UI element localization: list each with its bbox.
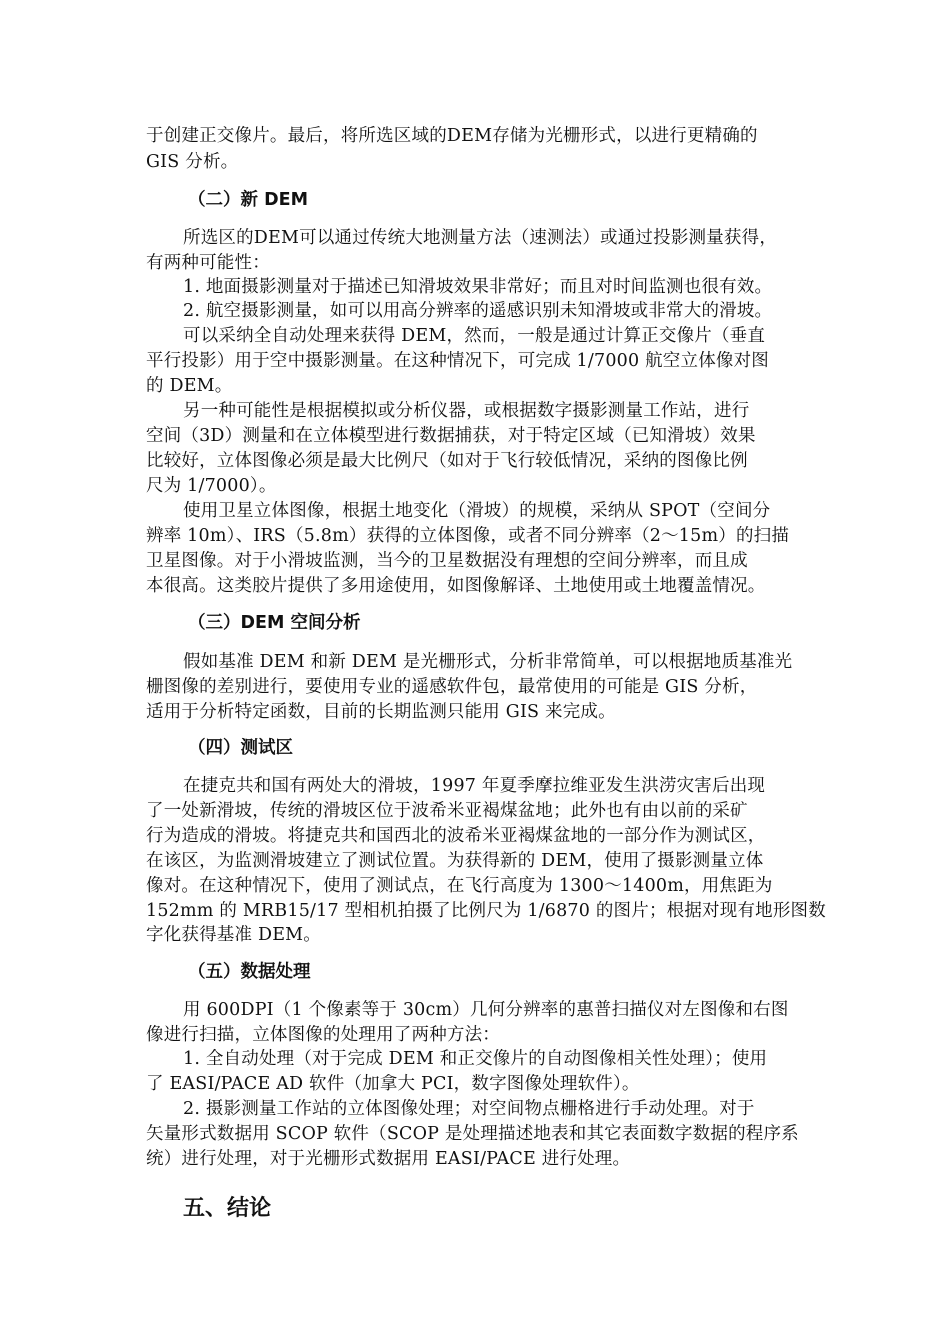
chapter-heading-conclusion: 五、结论 <box>183 1195 272 1221</box>
paragraph-line: 卫星图像。对于小滑坡监测，当今的卫星数据没有理想的空间分辨率，而且成 <box>146 551 748 571</box>
paragraph-line: 在捷克共和国有两处大的滑坡，1997 年夏季摩拉维亚发生洪涝灾害后出现 <box>183 776 766 796</box>
paragraph-line: 字化获得基准 DEM。 <box>146 925 321 945</box>
paragraph-line: 用 600DPI（1 个像素等于 30cm）几何分辨率的惠普扫描仪对左图像和右图 <box>183 1000 789 1020</box>
paragraph-line: 像对。在这种情况下，使用了测试点，在飞行高度为 1300～1400m，用焦距为 <box>146 876 773 896</box>
paragraph-line: 在该区，为监测滑坡建立了测试位置。为获得新的 DEM，使用了摄影测量立体 <box>146 851 764 871</box>
section-heading-test-area: （四）测试区 <box>188 738 293 758</box>
paragraph-line: 了 EASI/PACE AD 软件（加拿大 PCI，数字图像处理软件）。 <box>146 1074 640 1094</box>
list-item: 1. 全自动处理（对于完成 DEM 和正交像片的自动图像相关性处理）；使用 <box>183 1049 768 1069</box>
paragraph-line: 矢量形式数据用 SCOP 软件（SCOP 是处理描述地表和其它表面数字数据的程序系 <box>146 1124 799 1144</box>
section-heading-data-processing: （五）数据处理 <box>188 962 311 982</box>
paragraph-line: 比较好，立体图像必须是最大比例尺（如对于飞行较低情况，采纳的图像比例 <box>146 451 748 471</box>
paragraph-line: 可以采纳全自动处理来获得 DEM，然而，一般是通过计算正交像片（垂直 <box>183 326 766 346</box>
paragraph-line: GIS 分析。 <box>146 152 239 172</box>
paragraph-line: 152mm 的 MRB15/17 型相机拍摄了比例尺为 1/6870 的图片；根据对现有地形图数 <box>146 901 826 921</box>
paragraph-line: 的 DEM。 <box>146 376 233 396</box>
paragraph-line: 尺为 1/7000）。 <box>146 476 277 496</box>
paragraph-line: 了一处新滑坡，传统的滑坡区位于波希米亚褐煤盆地；此外也有由以前的采矿 <box>146 801 748 821</box>
paragraph-line: 本很高。这类胶片提供了多用途使用，如图像解译、土地使用或土地覆盖情况。 <box>146 576 766 596</box>
paragraph-line: 假如基准 DEM 和新 DEM 是光栅形式，分析非常简单，可以根据地质基准光 <box>183 652 793 672</box>
paragraph-line: 另一种可能性是根据模拟或分析仪器，或根据数字摄影测量工作站，进行 <box>183 401 750 421</box>
paragraph-line: 空间（3D）测量和在立体模型进行数据捕获，对于特定区域（已知滑坡）效果 <box>146 426 756 446</box>
list-item: 2. 摄影测量工作站的立体图像处理；对空间物点栅格进行手动处理。对于 <box>183 1099 755 1119</box>
paragraph-line: 辨率 10m）、IRS（5.8m）获得的立体图像，或者不同分辨率（2～15m）的扫描 <box>146 526 790 546</box>
section-heading-new-dem: （二）新 DEM <box>188 190 308 210</box>
section-heading-dem-spatial-analysis: （三）DEM 空间分析 <box>188 613 361 633</box>
paragraph-line: 栅图像的差别进行，要使用专业的遥感软件包，最常使用的可能是 GIS 分析， <box>146 677 758 697</box>
paragraph-line: 于创建正交像片。最后，将所选区域的DEM存储为光栅形式，以进行更精确的 <box>146 126 758 146</box>
list-item: 1. 地面摄影测量对于描述已知滑坡效果非常好；而且对时间监测也很有效。 <box>183 277 773 297</box>
paragraph-line: 行为造成的滑坡。将捷克共和国西北的波希米亚褐煤盆地的一部分作为测试区， <box>146 826 766 846</box>
paragraph-line: 适用于分析特定函数，目前的长期监测只能用 GIS 来完成。 <box>146 702 616 722</box>
paragraph-line: 像进行扫描，立体图像的处理用了两种方法： <box>146 1025 500 1045</box>
list-item: 2. 航空摄影测量，如可以用高分辨率的遥感识别未知滑坡或非常大的滑坡。 <box>183 301 773 321</box>
paragraph-line: 使用卫星立体图像，根据土地变化（滑坡）的规模，采纳从 SPOT（空间分 <box>183 501 771 521</box>
paragraph-line: 所选区的DEM可以通过传统大地测量方法（速测法）或通过投影测量获得， <box>183 228 778 248</box>
paragraph-line: 有两种可能性： <box>146 253 270 273</box>
paragraph-line: 统）进行处理，对于光栅形式数据用 EASI/PACE 进行处理。 <box>146 1149 631 1169</box>
paragraph-line: 平行投影）用于空中摄影测量。在这种情况下，可完成 1/7000 航空立体像对图 <box>146 351 769 371</box>
